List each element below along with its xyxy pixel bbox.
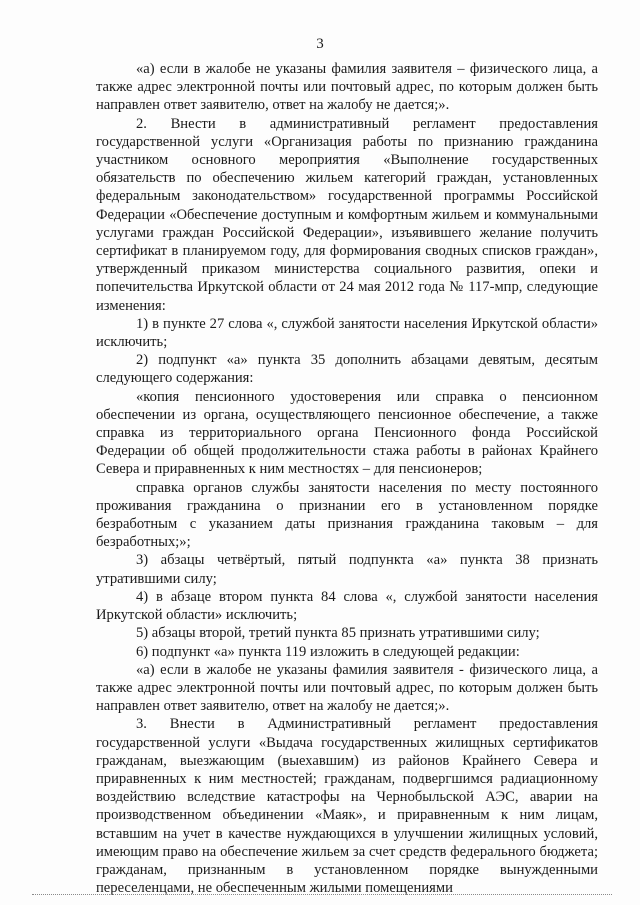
paragraph-subitem-1: 1) в пункте 27 слова «, службой занятости населения Иркутской области» исключить;: [96, 315, 598, 351]
page-number: 3: [316, 36, 324, 52]
paragraph-item-3: 3. Внести в Административный регламент предоставления государственной услуги «Выдача государственных жилищных сертификатов гражданам, выезжающим (выехавшим) из районов Крайнего Севера и приравненных к ним местностей; гражданам, подвергшимся радиационному воздействию вследствие катастрофы на Чернобыльской АЭС, аварии на производственном объединении «Маяк», и приравненным к ним лицам, вставшим на учет в качестве нуждающихся в улучшении жилищных условий, имеющим право на обеспечение жильем за счет средств федерального бюджета; гражданам, признанным в установленном порядке вынужденными переселенцами, не обеспеченным жилыми помещениями: [96, 716, 598, 897]
paragraph-subitem-6: 6) подпункт «а» пункта 119 изложить в следующей редакции:: [136, 643, 520, 660]
paragraph-employment-certificate: справка органов службы занятости населения по месту постоянного проживания гражданина о признании его в установленном порядке безработным с указанием даты признания гражданина таковым – для безработных;»;: [96, 479, 598, 551]
bottom-scan-edge: [32, 894, 612, 895]
paragraph-subitem-3: 3) абзацы четвёртый, пятый подпункта «а» пункта 38 признать утратившими силу;: [96, 552, 598, 587]
paragraph-item-2: 2. Внести в административный регламент предоставления государственной услуги «Организация работы по признанию гражданина участником основного мероприятия «Выполнение государственных обязательств по обеспечению жильем категорий граждан, установленных федеральным законодательством» государственной программы Российской Федерации «Обеспечение доступным и комфортным жильем и коммунальными услугами граждан Российской Федерации», изъявившего желание получить сертификат в планируемом году, для формирования сводных списков граждан», утвержденный приказом министерства социального развития, опеки и попечительства Иркутской области от 24 мая 2012 года № 117-мпр, следующие изменения:: [96, 115, 598, 314]
paragraph-pension-certificate: «копия пенсионного удостоверения или справка о пенсионном обеспечении из органа, осуществляющего пенсионное обеспечение, а также справка из территориального органа Пенсионного фонда Российской Федерации об общей продолжительности стажа работы в районах Крайнего Севера и приравненных к ним местностях – для пенсионеров;: [96, 388, 598, 478]
paragraph-subitem-4: 4) в абзаце втором пункта 84 слова «, службой занятости населения Иркутской области» исключить;: [96, 588, 598, 624]
document-body: [96, 60, 598, 897]
paragraph-complaint-clause: «а) если в жалобе не указаны фамилия заявителя – физического лица, а также адрес электронной почты или почтовый адрес, по которым должен быть направлен ответ заявителю, ответ на жалобу не дается;».: [96, 61, 598, 114]
paragraph-new-wording: «а) если в жалобе не указаны фамилия заявителя - физического лица, а также адрес электронной почты или почтовый адрес, по которым должен быть направлен ответ заявителю, ответ на жалобу не дается;».: [96, 661, 598, 715]
paragraph-subitem-5: 5) абзацы второй, третий пункта 85 признать утратившими силу;: [136, 625, 540, 642]
paragraph-subitem-2: 2) подпункт «а» пункта 35 дополнить абзацами девятым, десятым следующего содержания:: [96, 352, 598, 387]
